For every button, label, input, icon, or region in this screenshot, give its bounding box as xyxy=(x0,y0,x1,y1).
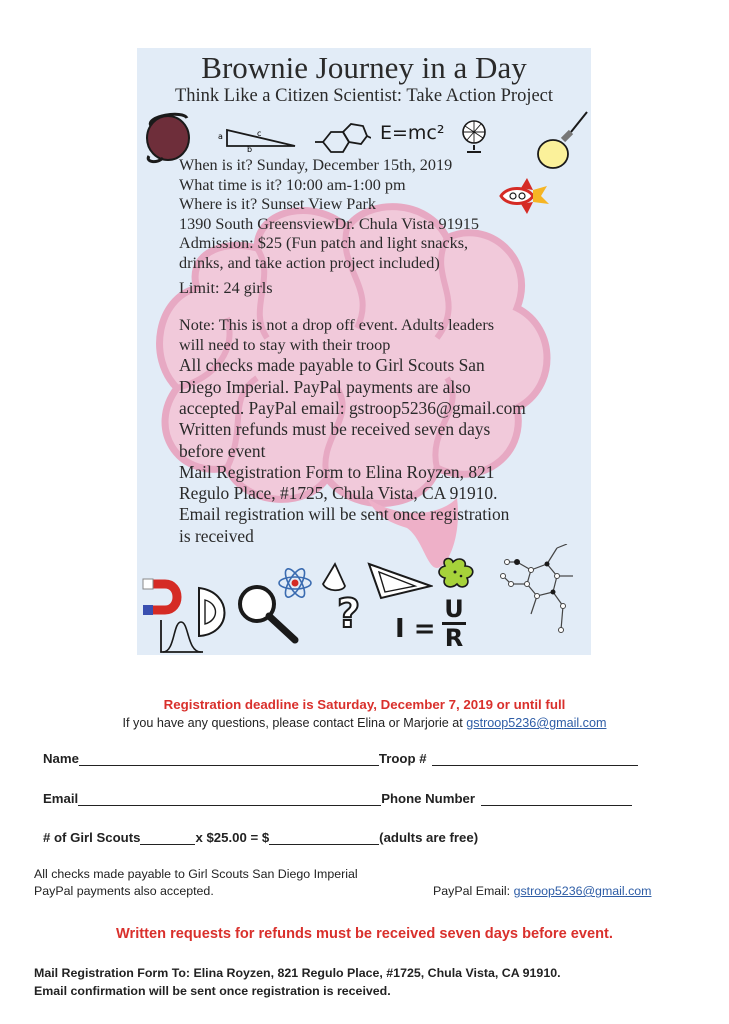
refund-notice: Written requests for refunds must be received seven days before event. xyxy=(116,926,613,942)
form-row-name-troop xyxy=(43,751,638,766)
event-admission-cont: drinks, and take action project included) xyxy=(179,253,440,272)
svg-text:c: c xyxy=(257,129,262,138)
contact-question-text: If you have any questions, please contact Elina or Marjorie at xyxy=(122,716,467,730)
price-label: x $25.00 = $ xyxy=(195,830,270,845)
refund-line-1: Written refunds must be received seven days xyxy=(179,419,491,440)
protractor-icon xyxy=(193,586,231,638)
payment-line-3: accepted. PayPal email: gstroop5236@gmail.com xyxy=(179,397,526,418)
troop-field[interactable] xyxy=(432,753,638,766)
note-line-2: will need to stay with their troop xyxy=(179,335,391,354)
amoeba-icon xyxy=(437,556,477,590)
contact-email-link[interactable]: gstroop5236@gmail.com xyxy=(466,716,607,730)
ohms-law-numerator: U xyxy=(444,595,464,623)
payment-line-2: Diego Imperial. PayPal payments are also xyxy=(179,376,471,397)
scouts-label: # of Girl Scouts xyxy=(43,830,141,845)
molecular-structure-icon xyxy=(497,544,583,636)
email-line-1: Email registration will be sent once registration xyxy=(179,504,510,525)
name-field[interactable] xyxy=(79,753,379,766)
email-confirmation-line: Email confirmation will be sent once registration is received. xyxy=(34,984,391,998)
atom-icon xyxy=(277,568,313,598)
form-row-email-phone xyxy=(43,791,632,806)
ohms-law-left: I = xyxy=(395,614,436,644)
cone-icon xyxy=(319,562,349,594)
email-field[interactable] xyxy=(78,793,381,806)
event-limit: Limit: 24 girls xyxy=(179,278,273,297)
globe-icon xyxy=(457,118,491,154)
flyer-subtitle: Think Like a Citizen Scientist: Take Action Project xyxy=(174,86,554,106)
event-address: 1390 South GreensviewDr. Chula Vista 91915 xyxy=(179,214,479,233)
event-date: When is it? Sunday, December 15th, 2019 xyxy=(179,156,453,174)
email-label: Email xyxy=(43,791,79,806)
phone-label: Phone Number xyxy=(381,791,475,806)
event-admission: Admission: $25 (Fun patch and light snacks, xyxy=(179,234,469,253)
note-line-1: Note: This is not a drop off event. Adults leaders xyxy=(179,316,495,335)
paypal-email-link[interactable]: gstroop5236@gmail.com xyxy=(513,884,652,898)
ohms-law-denominator: R xyxy=(444,624,464,652)
event-flyer xyxy=(137,48,591,655)
magnet-icon xyxy=(141,576,187,616)
set-square-icon xyxy=(365,560,433,600)
svg-text:a: a xyxy=(218,132,223,141)
contact-question xyxy=(0,716,729,730)
ohms-law-fraction xyxy=(441,596,467,651)
mail-instructions xyxy=(34,964,561,1000)
form-row-scouts-count xyxy=(43,830,478,845)
troop-label: Troop # xyxy=(378,751,427,766)
email-line-2: is received xyxy=(179,525,254,546)
total-amount-field[interactable] xyxy=(269,832,379,845)
payment-line-1: All checks made payable to Girl Scouts San xyxy=(179,355,485,376)
event-location: Where is it? Sunset View Park xyxy=(179,195,376,214)
refund-line-2: before event xyxy=(179,440,266,461)
payment-info xyxy=(34,866,358,900)
registration-deadline: Registration deadline is Saturday, December 7, 2019 or until full xyxy=(163,697,566,712)
question-mark-icon: ? xyxy=(337,591,361,637)
adults-free-note: (adults are free) xyxy=(379,830,479,845)
flyer-title: Brownie Journey in a Day xyxy=(201,50,527,85)
event-time: What time is it? 10:00 am-1:00 pm xyxy=(179,175,406,194)
svg-text:b: b xyxy=(247,145,253,152)
checks-payable-line: All checks made payable to Girl Scouts San Diego Imperial xyxy=(34,867,358,881)
paypal-email-info xyxy=(433,883,652,900)
phone-field[interactable] xyxy=(481,793,632,806)
right-triangle-icon xyxy=(217,122,299,152)
mail-line-2: Regulo Place, #1725, Chula Vista, CA 91910. xyxy=(179,483,498,504)
event-details xyxy=(179,156,591,547)
paypal-accepted-line: PayPal payments also accepted. xyxy=(34,884,214,898)
mail-address-line: Mail Registration Form To: Elina Royzen, 821 Regulo Place, #1725, Chula Vista, CA 91910. xyxy=(34,966,561,980)
mail-line-1: Mail Registration Form to Elina Royzen, 821 xyxy=(179,461,495,482)
emc2-equation: E=mc² xyxy=(380,122,445,144)
scouts-count-field[interactable] xyxy=(140,832,195,845)
paypal-email-label: PayPal Email: xyxy=(433,884,514,898)
name-label: Name xyxy=(43,751,79,766)
